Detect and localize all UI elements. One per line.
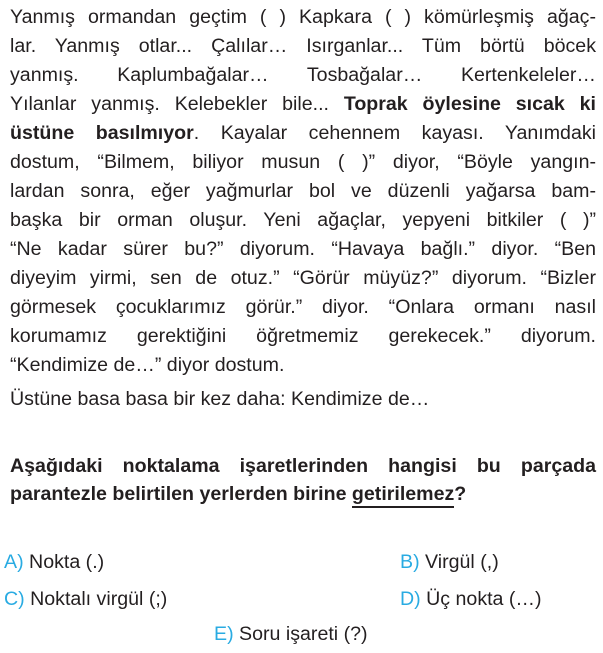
option-d[interactable] (400, 585, 542, 613)
option-e-letter: E) (214, 623, 234, 645)
passage-line-5-bold: üstüne basılmıyor (10, 122, 194, 144)
passage-line-4-text: Yılanlar yanmış. Kelebekler bile... (10, 93, 344, 115)
passage-line-1-text: Yanmış ormandan geçtim ( ) Kapkara ( ) kömürleşmiş ağaç- (10, 6, 596, 28)
option-b-text: Virgül (,) (419, 551, 499, 573)
passage-line-2-text: lar. Yanmış otlar... Çalılar… Isırganlar... Tüm börtü böcek (10, 35, 596, 57)
passage-closing-text: Üstüne basa basa bir kez daha: Kendimize de… (10, 388, 430, 410)
option-e-text: Soru işareti (?) (233, 623, 368, 645)
option-a-letter: A) (4, 551, 24, 573)
passage-line-6-text: dostum, “Bilmem, biliyor musun ( )” diyor, “Böyle yangın- (10, 151, 596, 173)
passage-line-11 (10, 293, 596, 321)
passage-line-8-text: başka bir orman oluşur. Yeni ağaçlar, yepyeni bitkiler ( )” (10, 209, 596, 231)
option-a[interactable] (4, 548, 104, 576)
emphasis-underline (352, 506, 454, 508)
question-line-2 (10, 480, 466, 508)
passage-line-7-text: lardan sonra, eğer yağmurlar bol ve düzenli yağarsa bam- (10, 180, 596, 202)
passage-line-13 (10, 351, 284, 379)
passage-line-3 (10, 61, 596, 89)
passage-line-9 (10, 235, 596, 263)
passage-line-12 (10, 322, 596, 350)
question-line-1-text: Aşağıdaki noktalama işaretlerinden hangisi bu parçada (10, 455, 596, 477)
passage-line-3-text: yanmış. Kaplumbağalar… Tosbağalar… Kertenkeleler… (10, 64, 596, 86)
question-line-2-prefix: parantezle belirtilen yerlerden birine (10, 483, 352, 505)
passage-line-4-bold: Toprak öylesine sıcak ki (343, 93, 596, 115)
question-line-1 (10, 452, 596, 480)
passage-line-10 (10, 264, 596, 292)
question-emphasis (352, 480, 454, 508)
passage-line-5 (10, 119, 596, 147)
passage-line-12-text: korumamız gerektiğini öğretmemiz gerekecek.” diyorum. (10, 325, 596, 347)
option-e[interactable] (214, 620, 368, 648)
passage-line-1 (10, 3, 596, 31)
passage-line-9-text: “Ne kadar sürer bu?” diyorum. “Havaya bağlı.” diyor. “Ben (10, 238, 596, 260)
option-c-text: Noktalı virgül (;) (24, 588, 168, 610)
passage-line-2 (10, 32, 596, 60)
question-emphasis-text: getirilemez (351, 483, 455, 505)
passage-line-4 (10, 90, 596, 118)
option-b-letter: B) (400, 551, 420, 573)
passage-closing (10, 385, 429, 413)
passage-line-13-text: “Kendimize de…” diyor dostum. (10, 354, 285, 376)
option-a-text: Nokta (.) (23, 551, 105, 573)
option-d-letter: D) (400, 588, 421, 610)
passage-line-7 (10, 177, 596, 205)
passage-line-8 (10, 206, 596, 234)
option-d-text: Üç nokta (…) (420, 588, 542, 610)
passage-line-11-text: görmesek çocuklarımız görür.” diyor. “Onlara ormanı nasıl (10, 296, 596, 318)
option-c-letter: C) (4, 588, 25, 610)
question-line-2-suffix: ? (454, 483, 467, 505)
option-b[interactable] (400, 548, 499, 576)
passage-line-5-text: . Kayalar cehennem kayası. Yanımdaki (193, 122, 596, 144)
passage-line-6 (10, 148, 596, 176)
passage-line-10-text: diyeyim yirmi, sen de otuz.” “Görür müyüz?” diyorum. “Bizler (10, 267, 596, 289)
option-c[interactable] (4, 585, 167, 613)
